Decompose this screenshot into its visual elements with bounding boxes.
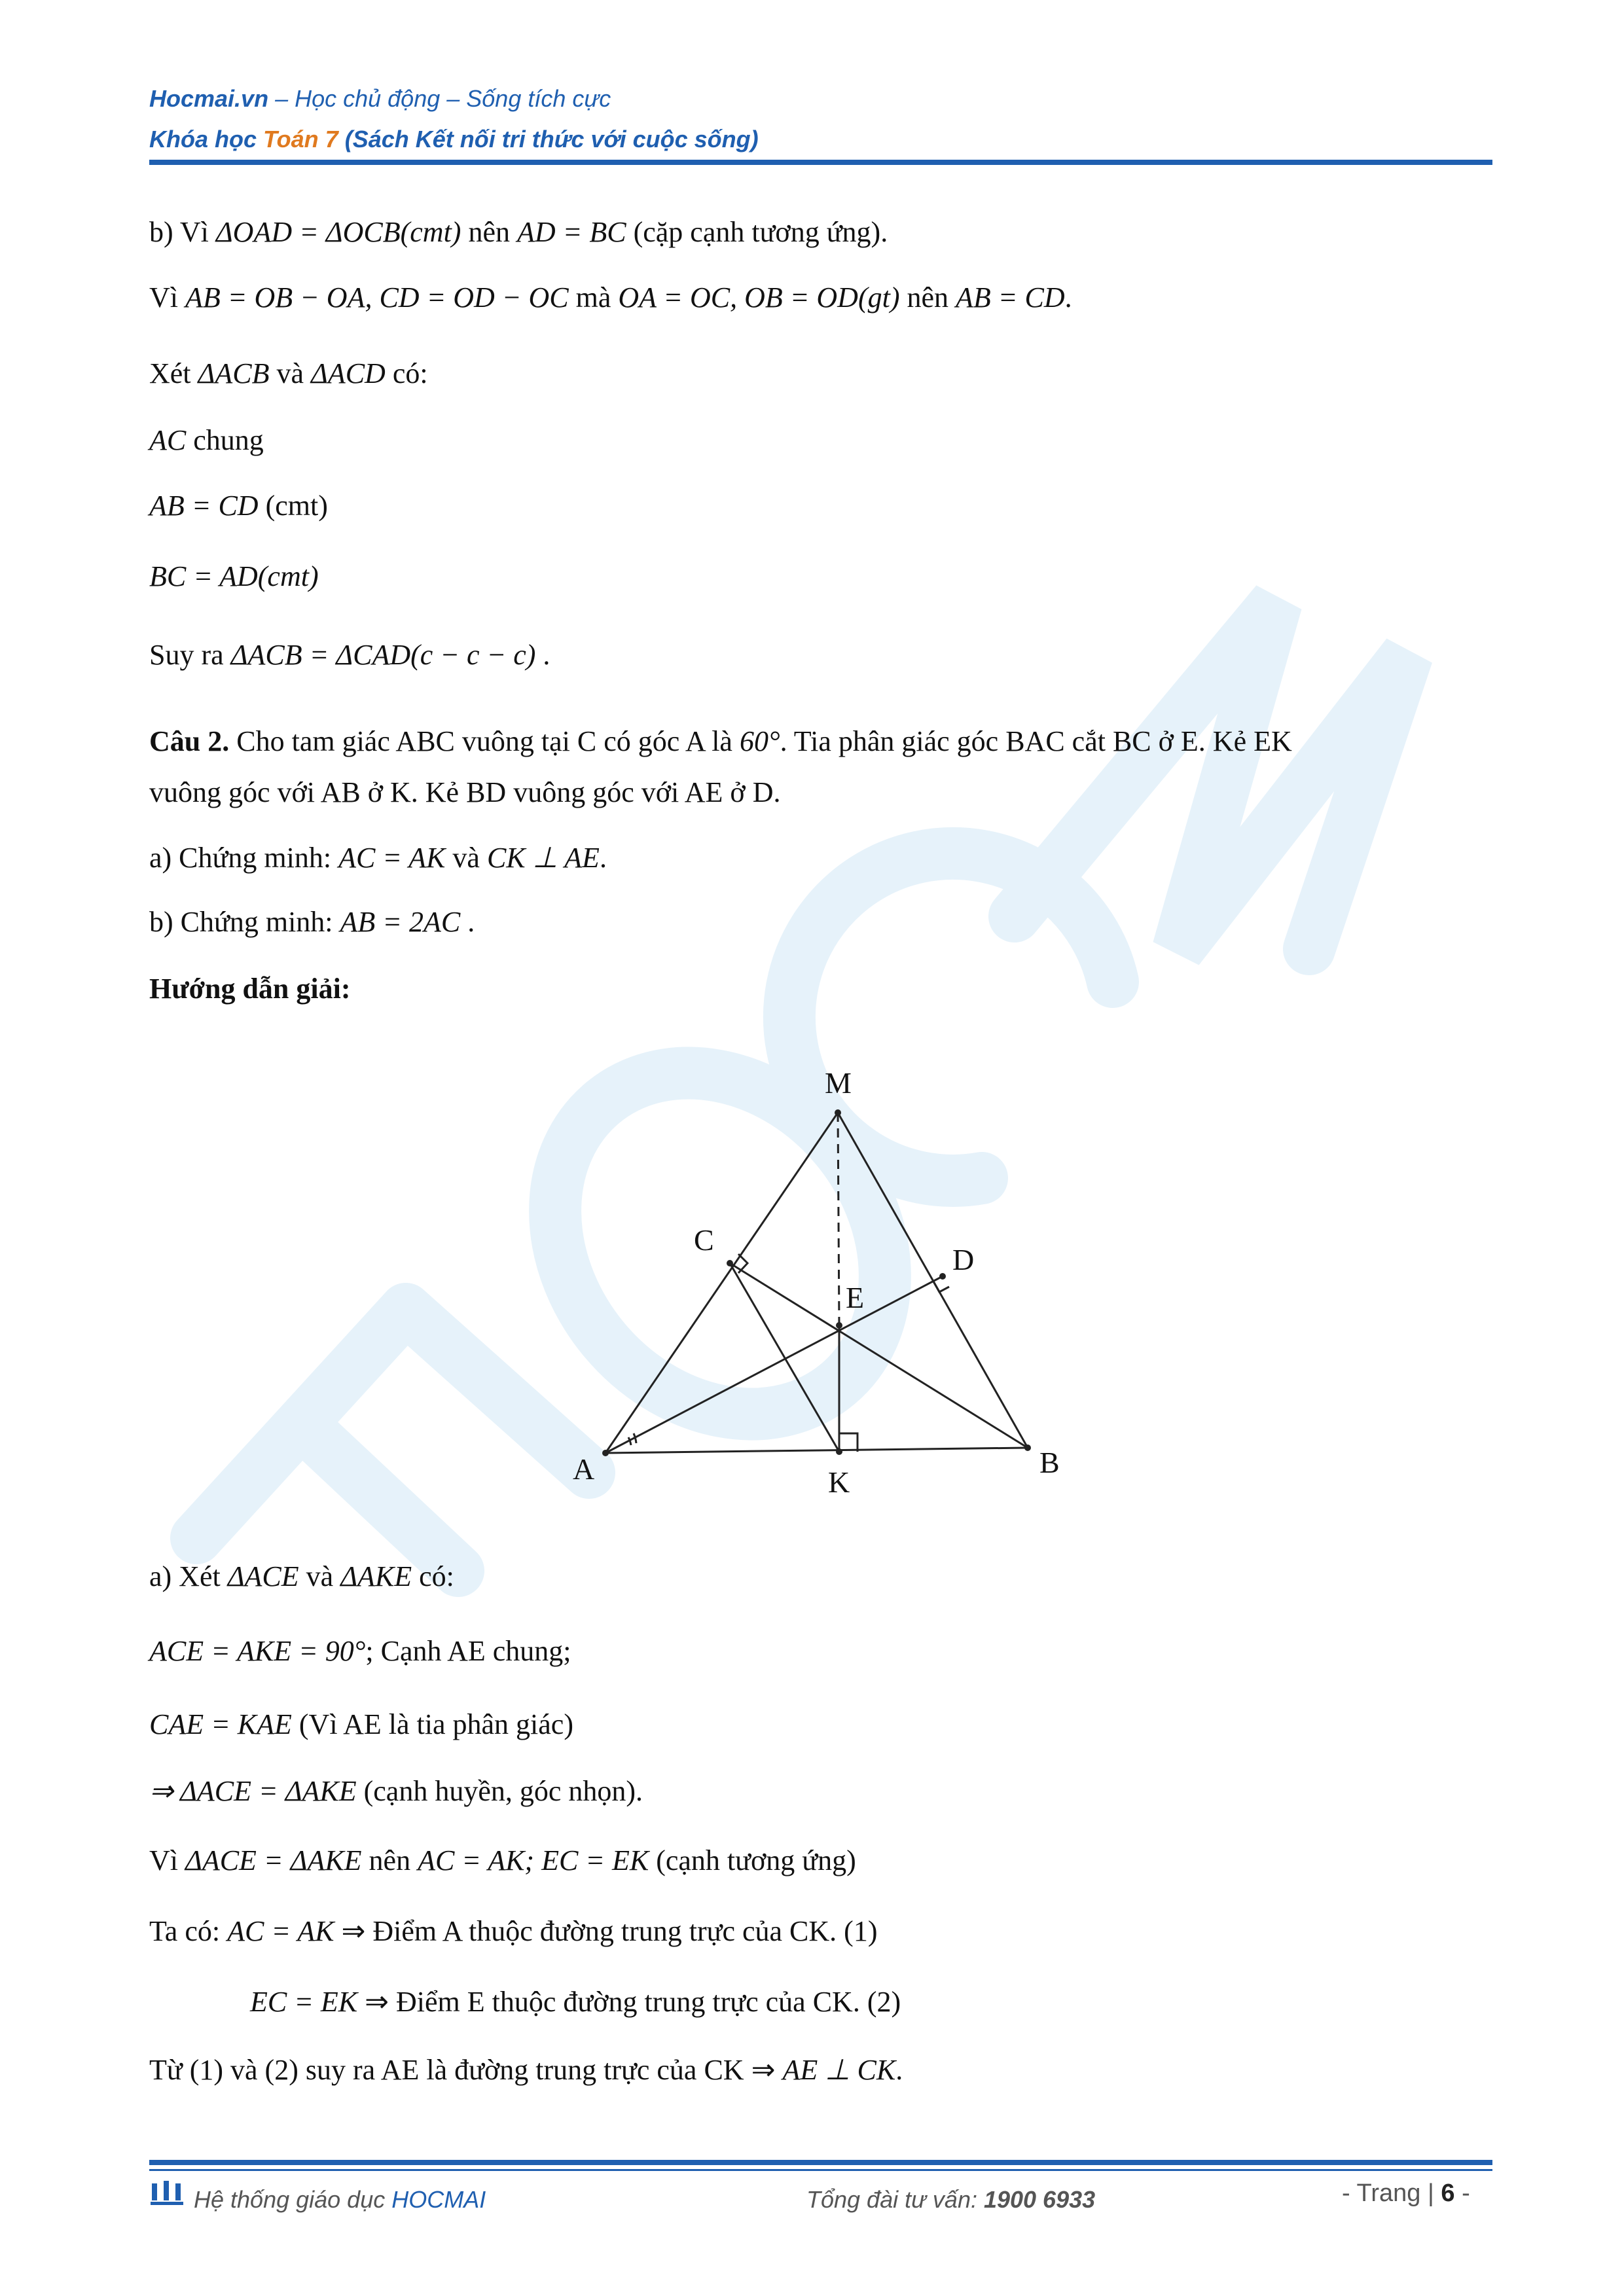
q2-text-1: Câu 2. Cho tam giác ABC vuông tại C có góc A là 60°. Tia phân giác góc BAC cắt BC ở E. Kẻ EK [149, 725, 1292, 757]
header-brand[interactable]: Hocmai.vn [149, 85, 269, 112]
segment-CK [730, 1263, 839, 1452]
header-slogan: – Học chủ động – Sống tích cực [268, 85, 611, 112]
prev-line-2: Vì AB = OB − OA, CD = OD − OC mà OA = OC, OB = OD(gt) nên AB = CD. [149, 281, 1072, 314]
segment-BC [730, 1263, 1028, 1448]
right-angle-D [933, 1282, 949, 1292]
header-course-prefix: Khóa học [149, 126, 264, 152]
page-number: - Trang | 6 - [1342, 2179, 1470, 2207]
prev-line-5: AB = CD (cmt) [149, 490, 328, 522]
prev-line-4: AC chung [149, 424, 264, 456]
footer-center: Tổng đài tư vấn: 1900 6933 [806, 2186, 1096, 2213]
hocmai-logo-icon [149, 2178, 186, 2207]
sol-line-8: Từ (1) và (2) suy ra AE là đường trung trực của CK ⇒ AE ⊥ CK. [149, 2054, 903, 2086]
header-course-subject: Toán 7 [263, 126, 338, 152]
label-D: D [952, 1243, 975, 1276]
sol-line-6: Ta có: AC = AK ⇒ Điểm A thuộc đường trung trực của CK. (1) [149, 1915, 878, 1947]
footer-brand[interactable]: HOCMAI [391, 2186, 486, 2213]
prev-line-1: b) Vì ΔOAD = ΔOCB(cmt) nên AD = BC (cặp cạnh tương ứng). [149, 216, 888, 248]
label-M: M [825, 1066, 852, 1100]
label-A: A [573, 1452, 595, 1486]
label-K: K [828, 1465, 850, 1499]
q2-text-2: vuông góc với AB ở K. Kẻ BD vuông góc với AE ở D. [149, 776, 781, 808]
sol-line-2: ACE = AKE = 90°; Cạnh AE chung; [149, 1635, 571, 1667]
sol-line-3: CAE = KAE (Vì AE là tia phân giác) [149, 1708, 573, 1740]
prev-line-7: Suy ra ΔACB = ΔCAD(c − c − c) . [149, 639, 550, 671]
page-header [149, 79, 759, 160]
footer-rule-thin [149, 2169, 1492, 2171]
q2-part-b: b) Chứng minh: AB = 2AC . [149, 906, 475, 938]
segment-MB [838, 1113, 1028, 1448]
label-C: C [694, 1223, 714, 1257]
q2-label: Câu 2. [149, 725, 230, 757]
prev-line-3: Xét ΔACB và ΔACD có: [149, 357, 428, 389]
sol-line-7: EC = EK ⇒ Điểm E thuộc đường trung trực của CK. (2) [250, 1986, 901, 2018]
sol-line-1: a) Xét ΔACE và ΔAKE có: [149, 1560, 454, 1592]
header-course-line [149, 119, 759, 160]
label-B: B [1039, 1446, 1060, 1479]
footer-phone[interactable]: 1900 6933 [983, 2186, 1096, 2213]
header-rule [149, 160, 1492, 165]
solution-heading: Hướng dẫn giải: [149, 973, 351, 1005]
segment-AB [605, 1448, 1028, 1453]
footer-rule-thick [149, 2160, 1492, 2165]
footer-left: Hệ thống giáo dục HOCMAI [194, 2186, 486, 2213]
segment-ME-dashed [838, 1113, 839, 1325]
q2-part-a: a) Chứng minh: AC = AK và CK ⊥ AE. [149, 842, 607, 874]
sol-line-4: ⇒ ΔACE = ΔAKE (cạnh huyền, góc nhọn). [149, 1775, 643, 1807]
sol-line-5: Vì ΔACE = ΔAKE nên AC = AK; EC = EK (cạnh tương ứng) [149, 1844, 856, 1876]
prev-line-6: BC = AD(cmt) [149, 560, 319, 592]
geometry-figure [563, 1041, 1087, 1512]
label-E: E [846, 1281, 865, 1314]
header-course-book: (Sách Kết nối tri thức với cuộc sống) [338, 126, 759, 152]
header-brand-line [149, 79, 759, 119]
segment-AM [605, 1113, 838, 1453]
